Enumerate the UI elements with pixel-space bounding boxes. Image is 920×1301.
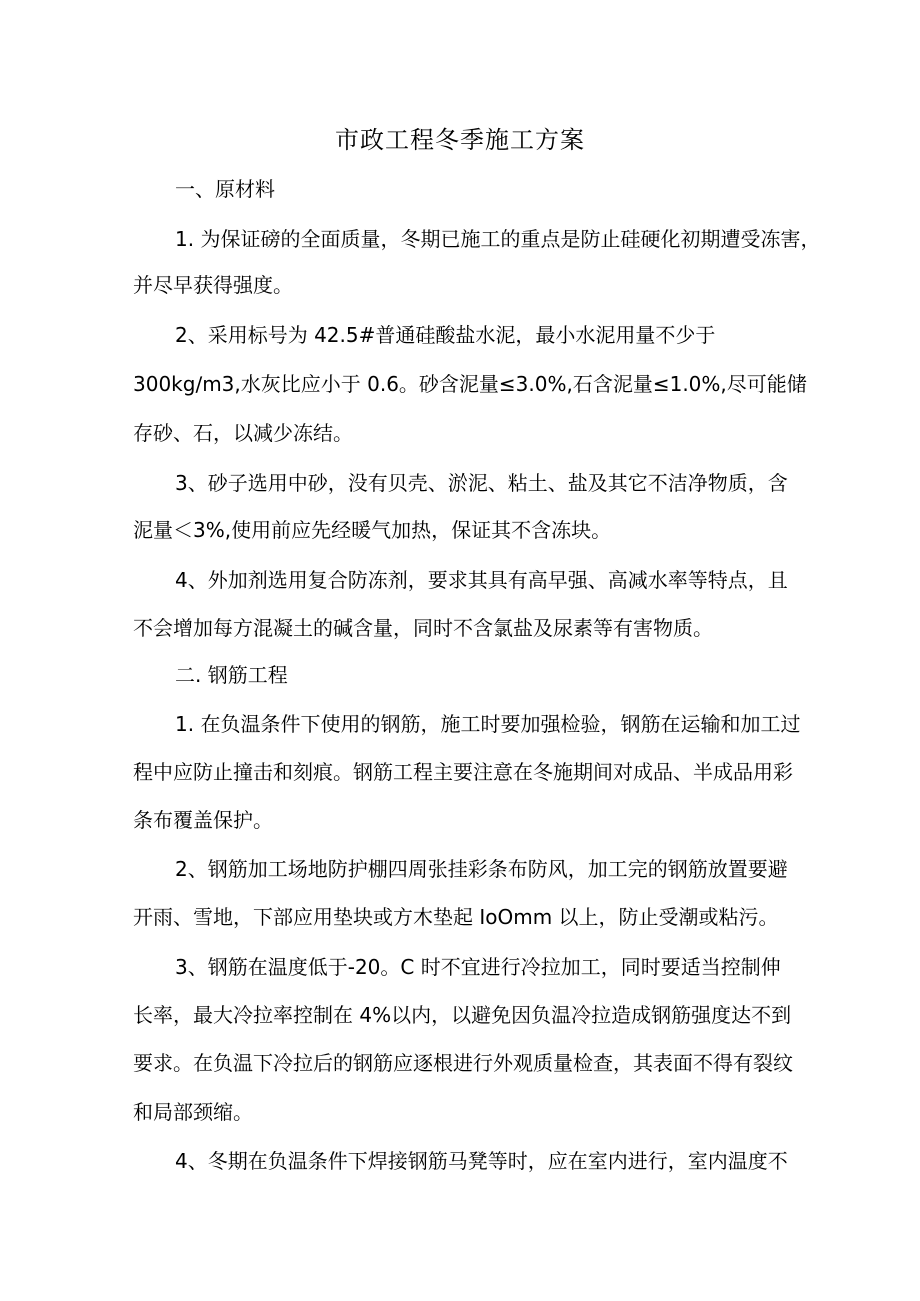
paragraph-line: 程中应防止撞击和刻痕。钢筋工程主要注意在冬施期间对成品、半成品用彩 [133, 760, 793, 784]
section-heading-rebar: 二. 钢筋工程 [175, 663, 288, 687]
paragraph-line: 2、采用标号为 42.5#普通硅酸盐水泥，最小水泥用量不少于 [175, 323, 716, 347]
section-heading-raw-materials: 一、原材料 [175, 177, 275, 201]
paragraph-line: 4、外加剂选用复合防冻剂，要求其具有高早强、高减水率等特点，且 [175, 568, 788, 592]
paragraph-line: 3、钢筋在温度低于-20。C 时不宜进行冷拉加工，同时要适当控制伸 [175, 955, 781, 979]
paragraph-line: 开雨、雪地，下部应用垫块或方木垫起 IoOmm 以上，防止受潮或粘污。 [133, 905, 779, 929]
document-title: 市政工程冬季施工方案 [335, 126, 585, 154]
paragraph-line: 1. 在负温条件下使用的钢筋，施工时要加强检验，钢筋在运输和加工过 [175, 712, 801, 736]
paragraph-line: 300kg∕m3,水灰比应小于 0.6。砂含泥量≤3.0%,石含泥量≤1.0%,尽可能储 [133, 372, 807, 396]
paragraph-line: 1. 为保证磅的全面质量，冬期已施工的重点是防止硅硬化初期遭受冻害， [175, 227, 821, 251]
paragraph-line: 不会增加每方混凝土的碱含量，同时不含氯盐及尿素等有害物质。 [133, 616, 713, 640]
paragraph-line: 存砂、石，以减少冻结。 [133, 421, 353, 445]
paragraph-line: 泥量＜3%,使用前应先经暖气加热，保证其不含冻块。 [133, 518, 612, 542]
paragraph-line: 条布覆盖保护。 [133, 808, 273, 832]
paragraph-line: 要求。在负温下冷拉后的钢筋应逐根进行外观质量检查，其表面不得有裂纹 [133, 1051, 793, 1075]
paragraph-line: 4、冬期在负温条件下焊接钢筋马凳等时，应在室内进行，室内温度不 [175, 1149, 788, 1173]
paragraph-line: 和局部颈缩。 [133, 1100, 253, 1124]
paragraph-line: 2、钢筋加工场地防护棚四周张挂彩条布防风，加工完的钢筋放置要避 [175, 857, 788, 881]
paragraph-line: 并尽早获得强度。 [133, 273, 293, 297]
paragraph-line: 3、砂子选用中砂，没有贝壳、淤泥、粘土、盐及其它不洁净物质，含 [175, 471, 788, 495]
paragraph-line: 长率，最大冷拉率控制在 4%以内，以避免因负温冷拉造成钢筋强度达不到 [133, 1003, 792, 1027]
